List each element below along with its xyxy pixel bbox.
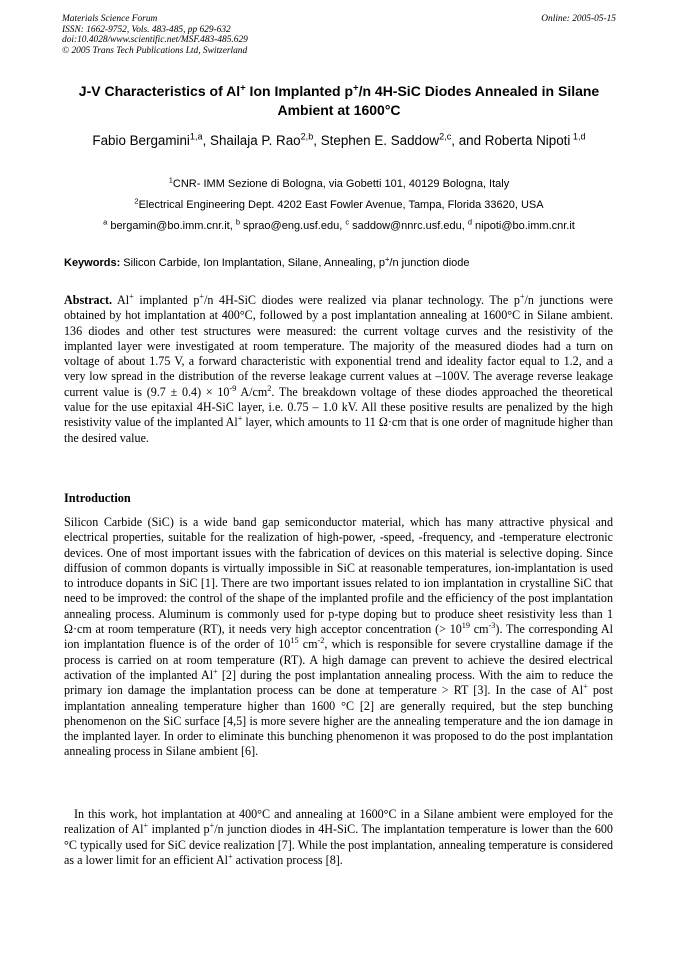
email-link[interactable]: nipoti@bo.imm.cnr.it <box>472 220 575 232</box>
author-name: Stephen E. Saddow <box>320 133 440 148</box>
keywords: Keywords: Silicon Carbide, Ion Implantation, Silane, Annealing, p+/n junction diode <box>64 254 470 269</box>
author-name: Fabio Bergamini <box>92 133 190 148</box>
email-link[interactable]: saddow@nnrc.usf.edu, <box>349 220 468 232</box>
citation-block <box>62 14 248 56</box>
author-list: Fabio Bergamini$^{1,a}$, Shailaja P. Rao$^{2,b}$, Stephen E. Saddow$^{2,c}$, and Roberta Nipoti $^{1,d}$ <box>92 131 586 148</box>
doi-line[interactable]: doi:10.4028/www.scientific.net/MSF.483-485.629 <box>62 35 248 46</box>
intro-paragraph-2: In this work, hot implantation at 400°C and annealing at 1600°C in a Silane ambient were employed for the realization of Al+ implanted p+/n junction diodes in 4H-SiC. The implantation temperature is lower than the 600 °C typically used for SiC device realization [7]. While the post implantation, annealing temperature is considered as a lower limit for an efficient Al+ activation process [8]. <box>64 807 613 867</box>
issn-line: ISSN: 1662-9752, Vols. 483-485, pp 629-632 <box>62 24 231 35</box>
section-heading-introduction: Introduction <box>64 491 131 505</box>
intro-paragraph-1: Silicon Carbide (SiC) is a wide band gap semiconductor material, which has many attractive physical and electrical properties, suitable for the realization of high-power, -speed, -frequency, and -temperature electronic devices. One of most important issues with the fabrication of devices on this material is selective doping. Since diffusion of common dopants is virtually impossible in SiC at reasonable temperatures, ion-implantation is used to introduce dopants in SiC [1]. There are two important issues related to ion implantation in crystalline SiC that need to be improved: the control of the shape of the implanted profile and the efficiency of the post implantation annealing process. Aluminum is commonly used for p-type doping but to produce sheet resistivity less than 1 Ω·cm at room temperature (RT), it needs very high acceptor concentration (> $10^{19}$ $cm^{-3}$). The corresponding Al ion implantation fluence is of the order of $10^{15}$ $cm^{-2}$, which is responsible for severe crystalline damage if the process is carried on at room temperature (RT). A high damage can prevent to achieve the desired electrical activation of the implanted Al+ [2] during the post implantation annealing process. With the aim to reduce the primary ion damage the implantation process can be done at temperature > RT [3]. In the case of Al+ post implantation annealing temperature higher than 1600 °C [2] are generally required, but the step bunching phenomenon on the SiC surface [4,5] is more severe higher are the annealing temperature and the ion damage in the implanted layer. In order to eliminate this bunching phenomenon it was proposed to do the post implantation annealing process in Silane ambient [6]. <box>64 515 613 759</box>
author-name: Shailaja P. Rao <box>210 133 301 148</box>
keywords-label: Keywords: <box>64 257 121 269</box>
email-link[interactable]: bergamin@bo.imm.cnr.it, <box>107 220 236 232</box>
affiliation-2: $^2$Electrical Engineering Dept. 4202 East Fowler Avenue, Tampa, Florida 33620, USA <box>134 196 544 211</box>
abstract: Abstract. Al+ implanted p+/n 4H-SiC diodes were realized via planar technology. The p+/n junctions were obtained by hot implantation at 400°C, followed by a post implantation annealing at 1600°C in Silane ambient. 136 diodes and other test structures were measured: the current voltage curves and the resistivity of the implanted layer were investigated at room temperature. The majority of the measured diodes had a turn on voltage of about 1.75 V, a forward characteristic with exponential trend and ideality factor equal to 1.2, and a very low spread in the distribution of the reverse leakage current values at –100V. The average reverse leakage current value is $(9.7 \pm 0.4) \times 10^{-9}$ $A/cm^2$. The breakdown voltage of these diodes approached the theoretical value for the use epitaxial 4H-SiC layer, i.e. 0.75 – 1.0 kV. All these positive results are penalized by the high resistivity value of the implanted Al+ layer, which amounts to 11 Ω·cm that is one order of magnitude higher than the desired value. <box>64 291 613 445</box>
online-date: Online: 2005-05-15 <box>541 14 616 24</box>
author-emails: $^a$ bergamin@bo.imm.cnr.it, $^b$ sprao@eng.usf.edu, $^c$ saddow@nnrc.usf.edu, $^d$ nipoti@bo.imm.cnr.it <box>103 217 575 232</box>
journal-name: Materials Science Forum <box>62 14 158 24</box>
paper-title: J-V Characteristics of Al+ Ion Implanted p+/n 4H-SiC Diodes Annealed in Silane Ambient at 1600°C <box>78 82 600 118</box>
affiliation-1: $^1$CNR- IMM Sezione di Bologna, via Gobetti 101, 40129 Bologna, Italy <box>168 175 510 190</box>
author-name: Roberta Nipoti <box>484 133 571 148</box>
copyright-line: © 2005 Trans Tech Publications Ltd, Switzerland <box>62 45 248 56</box>
email-link[interactable]: sprao@eng.usf.edu, <box>239 220 346 232</box>
abstract-label: Abstract. <box>64 293 113 307</box>
